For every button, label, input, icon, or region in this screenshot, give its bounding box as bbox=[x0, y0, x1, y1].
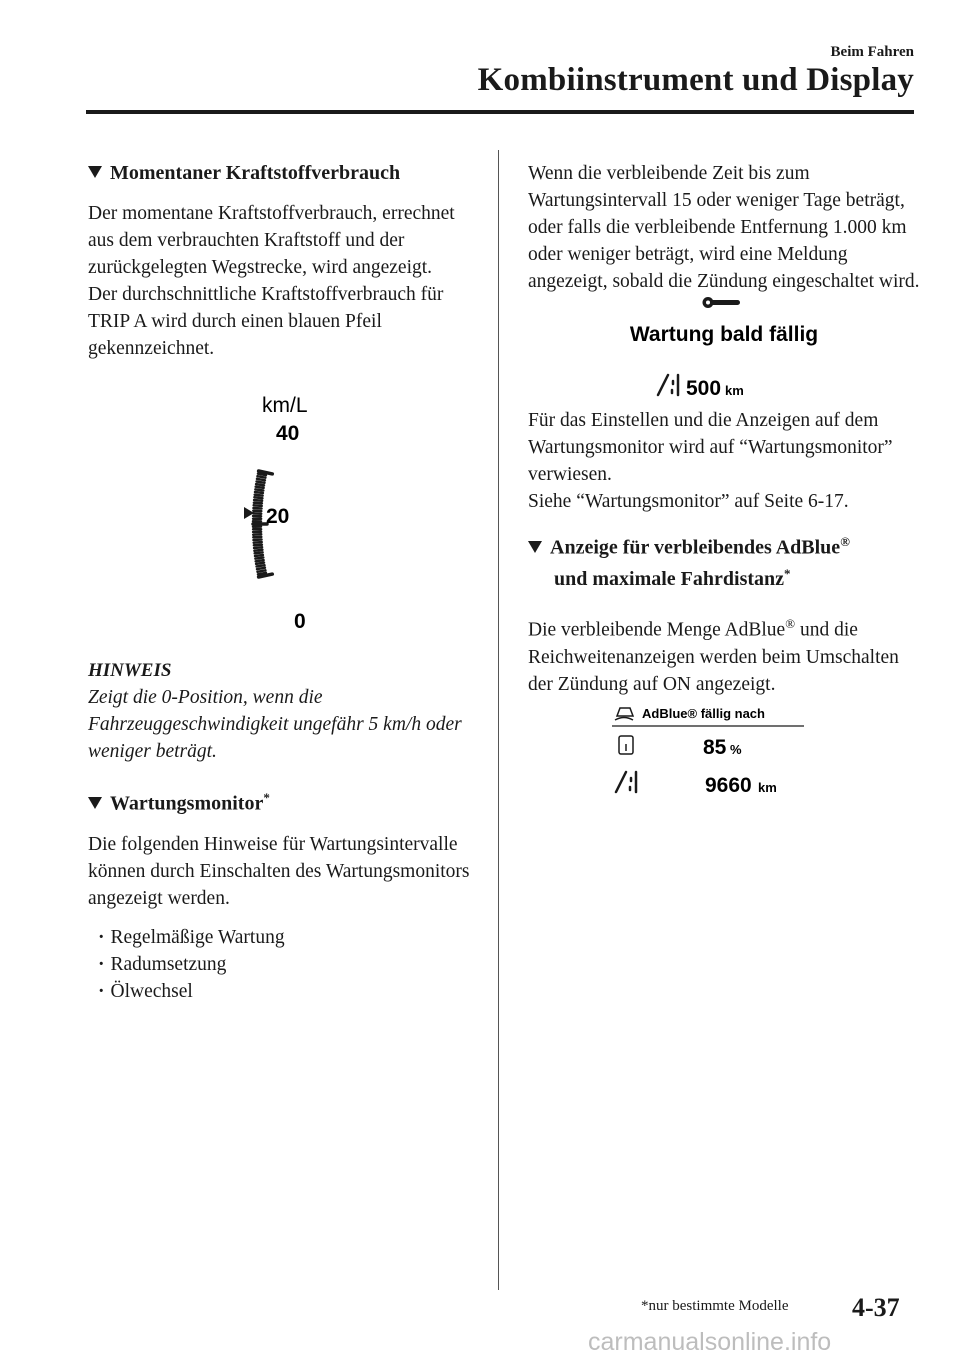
gauge-tick bbox=[256, 563, 264, 564]
gauge-tick bbox=[257, 565, 265, 566]
maintenance-distance-unit: km bbox=[725, 383, 744, 398]
paragraph: Der durchschnittliche Kraftstoffverbrauch für TRIP A wird durch einen blauen Pfeil gekennzeichnet. bbox=[88, 284, 444, 359]
note-block bbox=[88, 658, 478, 765]
adblue-display-title: AdBlue® fällig nach bbox=[642, 705, 765, 721]
paragraph: Für das Einstellen und die Anzeigen auf dem Wartungsmonitor wird auf “Wartungsmonitor” verwiesen. bbox=[528, 410, 893, 485]
adblue-distance-value: 9660 bbox=[705, 773, 752, 797]
paragraph: Wenn die verbleibende Zeit bis zum Wartungsintervall 15 oder weniger Tage beträgt, oder falls die verbleibende Entfernung 1.000 km oder weniger beträgt, wird eine Meldung angezeigt, sobald die Zündung eingeschaltet wird. bbox=[528, 163, 920, 292]
gauge-tick bbox=[257, 568, 265, 570]
section-label: Beim Fahren bbox=[830, 44, 914, 60]
paragraph: Die folgenden Hinweise für Wartungsintervalle können durch Einschalten des Wartungsmonitors angezeigt werden. bbox=[88, 833, 470, 909]
paragraph: Siehe “Wartungsmonitor” auf Seite 6-17. bbox=[528, 491, 849, 512]
gauge-tick bbox=[258, 476, 266, 478]
gauge-tick bbox=[257, 479, 265, 481]
right-column bbox=[528, 160, 920, 802]
road-distance-icon bbox=[616, 772, 636, 792]
adblue-percent-value: 85 bbox=[703, 735, 727, 759]
gauge-tick bbox=[255, 552, 263, 553]
adblue-level-icon bbox=[619, 736, 633, 754]
page-number: 4-37 bbox=[852, 1293, 900, 1322]
note-title: HINWEIS bbox=[88, 660, 172, 681]
gauge-tick bbox=[256, 560, 264, 561]
column-divider bbox=[498, 150, 499, 1290]
gauge-label-20: 20 bbox=[266, 505, 290, 528]
watermark: carmanualsonline.info bbox=[588, 1328, 832, 1356]
list-item: · Radumsetzung bbox=[98, 951, 478, 978]
gauge-tick bbox=[255, 489, 263, 490]
wrench-icon bbox=[703, 297, 741, 308]
page-title: Kombiinstrument und Display bbox=[477, 62, 914, 98]
gauge-tick bbox=[254, 508, 262, 509]
gauge-tick bbox=[254, 545, 262, 546]
adblue-display-svg bbox=[528, 702, 920, 802]
note-text: Zeigt die 0-Position, wenn die Fahrzeuggeschwindigkeit ungefähr 5 km/h oder weniger beträgt. bbox=[88, 687, 462, 762]
maintenance-distance-value: 500 bbox=[686, 377, 722, 400]
gauge-tick bbox=[254, 497, 262, 498]
paragraph: Die verbleibende Menge AdBlue® und die Reichweitenanzeigen werden beim Umschalten der Zündung auf ON angezeigt. bbox=[528, 616, 899, 695]
gauge-tick bbox=[258, 570, 266, 572]
gauge-tick bbox=[255, 555, 263, 556]
adblue-tank-icon bbox=[615, 708, 633, 720]
gauge-tick bbox=[254, 547, 262, 548]
gauge-tick bbox=[254, 542, 262, 543]
gauge-tick bbox=[254, 503, 262, 504]
maintenance-message: Wartung bald fällig bbox=[629, 323, 819, 346]
maintenance-list bbox=[98, 924, 478, 1005]
heading-fuel-consumption: Momentaner Kraftstoffverbrauch bbox=[88, 160, 478, 186]
maintenance-display-figure bbox=[528, 295, 920, 407]
gauge-tick bbox=[256, 484, 264, 485]
header-rule bbox=[86, 110, 914, 114]
gauge-tick bbox=[255, 492, 263, 493]
paragraph: Der momentane Kraftstoffverbrauch, errechnet aus dem verbrauchten Kraftstoff und der zurückgelegten Wegstrecke, wird angezeigt. bbox=[88, 203, 455, 278]
triangle-bullet-icon bbox=[88, 797, 102, 809]
list-item: · Ölwechsel bbox=[98, 978, 478, 1005]
gauge-label-40: 40 bbox=[276, 422, 300, 445]
fuel-gauge-figure bbox=[88, 384, 478, 652]
triangle-bullet-icon bbox=[88, 166, 102, 178]
heading-adblue: Anzeige für verbleibendes AdBlue® und maximale Fahrdistanz* bbox=[528, 529, 920, 596]
gauge-tick bbox=[254, 500, 262, 501]
gauge-tick bbox=[254, 540, 262, 541]
maintenance-display-svg bbox=[528, 295, 920, 407]
gauge-unit: km/L bbox=[262, 394, 308, 417]
gauge-tick bbox=[256, 487, 264, 488]
gauge-tick bbox=[255, 495, 263, 496]
gauge-label-0: 0 bbox=[294, 610, 306, 633]
gauge-tick bbox=[258, 474, 266, 476]
gauge-tick bbox=[257, 482, 265, 483]
gauge-tick bbox=[255, 558, 263, 559]
heading-maintenance-monitor: Wartungsmonitor* bbox=[88, 785, 478, 817]
gauge-tick bbox=[254, 550, 262, 551]
adblue-display-figure bbox=[528, 702, 920, 802]
road-distance-icon bbox=[658, 375, 678, 395]
list-item: · Regelmäßige Wartung bbox=[98, 924, 478, 951]
adblue-distance-unit: km bbox=[758, 779, 777, 795]
adblue-percent-unit: % bbox=[730, 741, 742, 757]
footnote: *nur bestimmte Modelle bbox=[641, 1298, 789, 1314]
triangle-bullet-icon bbox=[528, 541, 542, 553]
average-pointer-icon bbox=[244, 507, 254, 519]
fuel-gauge-svg bbox=[88, 384, 478, 652]
left-column bbox=[88, 160, 478, 1005]
gauge-tick bbox=[254, 505, 262, 506]
